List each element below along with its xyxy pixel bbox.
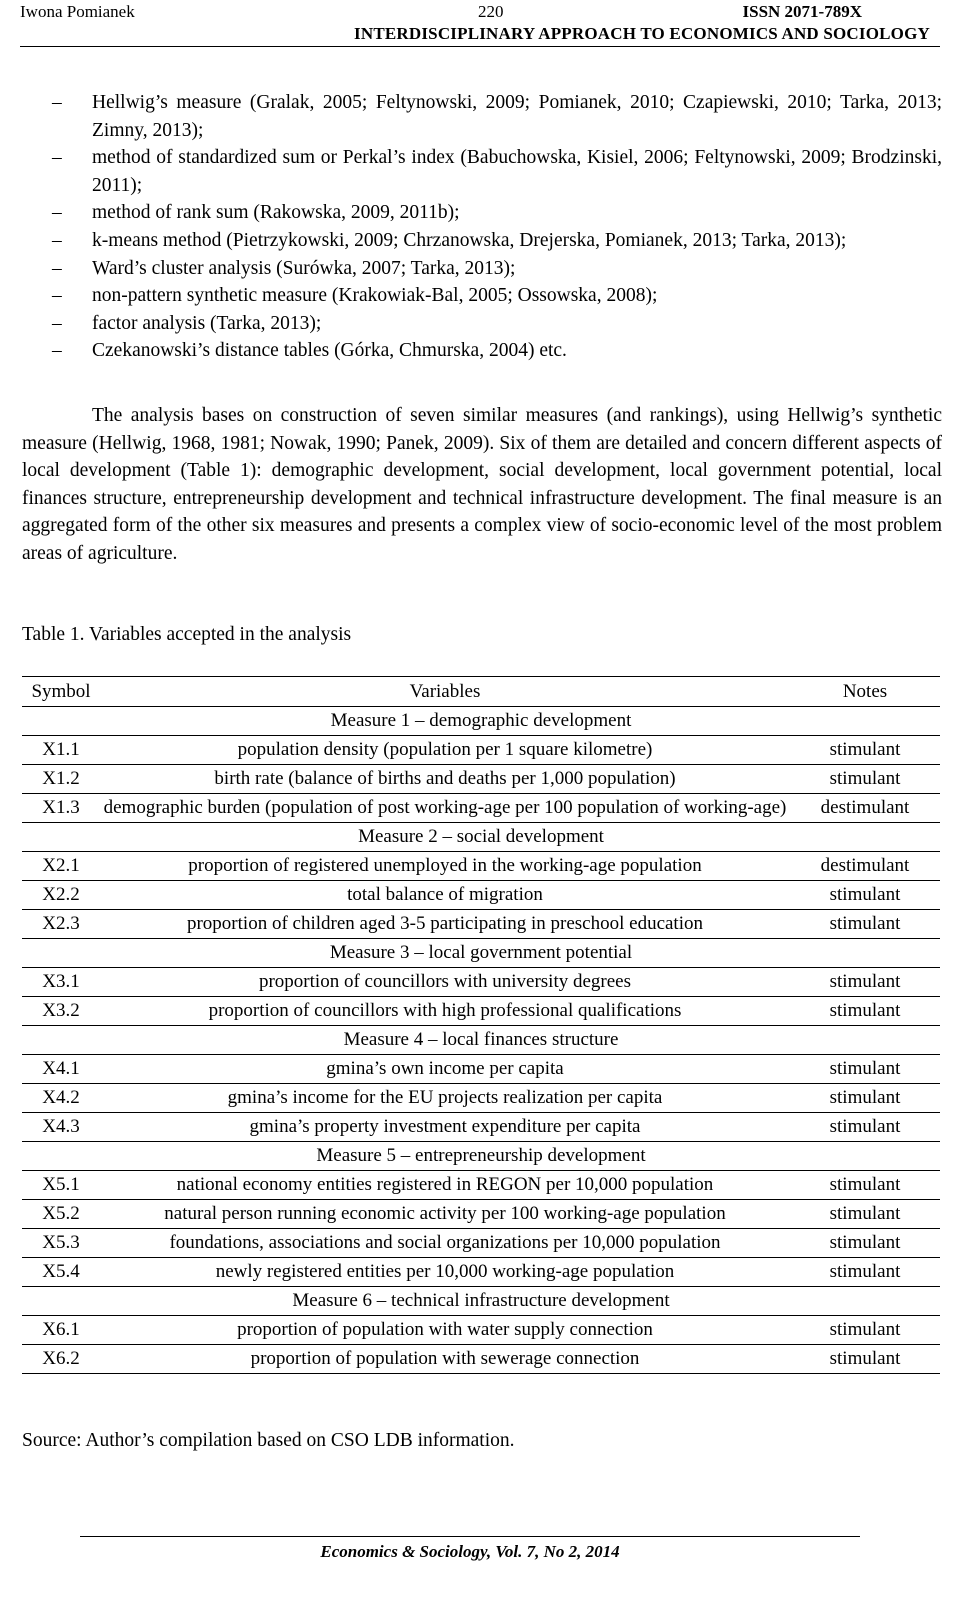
cell-symbol: X5.1 [22,1171,100,1200]
list-item [22,255,942,283]
cell-variable: proportion of councillors with university degrees [100,968,790,997]
measure-title: Measure 4 – local finances structure [22,1026,940,1055]
cell-variable: proportion of councillors with high professional qualifications [100,997,790,1026]
measure-section-row [22,707,940,736]
table-row [22,1055,940,1084]
list-item [22,337,942,365]
body-paragraph: The analysis bases on construction of seven similar measures (and rankings), using Hellwig’s synthetic measure (Hellwig, 1968, 1981; Nowak, 1990; Panek, 2009). Six of them are detailed and concern different aspects of local development (Table 1): demographic development, social development, local government potential, local finances structure, entrepreneurship development and technical infrastructure development. The final measure is an aggregated form of the other six measures and presents a complex view of socio-economic level of the most problem areas of agriculture. [22,405,942,564]
header-rule [20,46,940,47]
cell-variable: newly registered entities per 10,000 working-age population [100,1258,790,1287]
table-row [22,1229,940,1258]
cell-note: stimulant [790,736,940,765]
table-row [22,910,940,939]
cell-symbol: X1.2 [22,765,100,794]
cell-symbol: X2.3 [22,910,100,939]
variables-table [22,676,940,1374]
table-row [22,1345,940,1374]
measure-title: Measure 3 – local government potential [22,939,940,968]
cell-note: stimulant [790,997,940,1026]
cell-symbol: X6.1 [22,1316,100,1345]
cell-symbol: X2.2 [22,881,100,910]
list-item-text: Hellwig’s measure (Gralak, 2005; Feltynowski, 2009; Pomianek, 2010; Czapiewski, 2010; Tarka, 2013; Zimny, 2013); [92,92,942,141]
bullet-dash: – [52,147,62,169]
cell-variable: proportion of population with sewerage connection [100,1345,790,1374]
bullet-dash: – [52,285,62,307]
cell-variable: foundations, associations and social organizations per 10,000 population [100,1229,790,1258]
measure-section-row [22,939,940,968]
list-item [22,89,942,144]
header-symbol: Symbol [22,677,100,707]
running-footer [0,1542,940,1562]
cell-variable: gmina’s property investment expenditure per capita [100,1113,790,1142]
cell-note: destimulant [790,852,940,881]
header-issn: ISSN 2071-789X [742,2,862,21]
table-row [22,1171,940,1200]
measure-section-row [22,1287,940,1316]
list-item [22,144,942,199]
cell-variable: total balance of migration [100,881,790,910]
cell-note: stimulant [790,910,940,939]
table-row [22,765,940,794]
cell-note: stimulant [790,1229,940,1258]
measure-section-row [22,1142,940,1171]
cell-variable: population density (population per 1 square kilometre) [100,736,790,765]
cell-symbol: X4.2 [22,1084,100,1113]
bullet-dash: – [52,257,62,279]
methods-bullet-list [22,89,942,365]
cell-note: stimulant [790,1316,940,1345]
list-item [22,227,942,255]
cell-variable: birth rate (balance of births and deaths per 1,000 population) [100,765,790,794]
cell-symbol: X5.2 [22,1200,100,1229]
page-number: 220 [478,2,504,21]
table-row [22,997,940,1026]
table-row [22,1084,940,1113]
table-caption: Table 1. Variables accepted in the analysis [22,624,352,645]
measure-title: Measure 1 – demographic development [22,707,940,736]
cell-variable: proportion of children aged 3-5 participating in preschool education [100,910,790,939]
cell-note: stimulant [790,1055,940,1084]
cell-note: stimulant [790,1113,940,1142]
measure-title: Measure 5 – entrepreneurship development [22,1142,940,1171]
table-row [22,881,940,910]
table-header-row [22,677,940,707]
table-row [22,1316,940,1345]
cell-symbol: X6.2 [22,1345,100,1374]
list-item-text: non-pattern synthetic measure (Krakowiak-Bal, 2005; Ossowska, 2008); [92,285,658,307]
list-item-text: k-means method (Pietrzykowski, 2009; Chrzanowska, Drejerska, Pomianek, 2013; Tarka, 2013); [92,229,847,251]
list-item [22,199,942,227]
list-item [22,282,942,310]
cell-symbol: X5.3 [22,1229,100,1258]
list-item-text: Ward’s cluster analysis (Surówka, 2007; Tarka, 2013); [92,257,516,279]
measure-section-row [22,1026,940,1055]
measure-title: Measure 6 – technical infrastructure development [22,1287,940,1316]
header-author: Iwona Pomianek [20,2,135,21]
footer-rule [80,1536,860,1537]
cell-variable: natural person running economic activity per 100 working-age population [100,1200,790,1229]
table-row [22,852,940,881]
list-item [22,310,942,338]
header-variables: Variables [100,677,790,707]
cell-note: destimulant [790,794,940,823]
cell-variable: gmina’s own income per capita [100,1055,790,1084]
header-journal-title: INTERDISCIPLINARY APPROACH TO ECONOMICS AND SOCIOLOGY [354,24,930,43]
list-item-text: method of rank sum (Rakowska, 2009, 2011b); [92,202,460,224]
cell-variable: gmina’s income for the EU projects realization per capita [100,1084,790,1113]
cell-note: stimulant [790,968,940,997]
cell-variable: national economy entities registered in REGON per 10,000 population [100,1171,790,1200]
cell-note: stimulant [790,1200,940,1229]
cell-note: stimulant [790,1171,940,1200]
table-source-note: Source: Author’s compilation based on CSO LDB information. [22,1430,515,1451]
cell-variable: demographic burden (population of post working-age per 100 population of working-age) [100,794,790,823]
running-header [20,0,940,48]
list-item-text: Czekanowski’s distance tables (Górka, Chmurska, 2004) etc. [92,340,567,362]
cell-symbol: X5.4 [22,1258,100,1287]
cell-symbol: X4.3 [22,1113,100,1142]
cell-symbol: X4.1 [22,1055,100,1084]
bullet-dash: – [52,340,62,362]
cell-note: stimulant [790,1345,940,1374]
footer-journal: Economics & Sociology, Vol. 7, No 2, 2014 [320,1542,620,1561]
cell-variable: proportion of registered unemployed in the working-age population [100,852,790,881]
cell-symbol: X1.1 [22,736,100,765]
cell-symbol: X3.2 [22,997,100,1026]
bullet-dash: – [52,92,62,113]
cell-note: stimulant [790,765,940,794]
cell-symbol: X1.3 [22,794,100,823]
cell-note: stimulant [790,1258,940,1287]
measure-title: Measure 2 – social development [22,823,940,852]
table-row [22,1258,940,1287]
header-notes: Notes [790,677,940,707]
cell-variable: proportion of population with water supply connection [100,1316,790,1345]
bullet-dash: – [52,202,62,224]
bullet-dash: – [52,312,62,334]
table-row [22,1200,940,1229]
table-row [22,968,940,997]
table-row [22,736,940,765]
table-row [22,794,940,823]
table-row [22,1113,940,1142]
cell-note: stimulant [790,881,940,910]
cell-symbol: X2.1 [22,852,100,881]
list-item-text: factor analysis (Tarka, 2013); [92,312,322,334]
bullet-dash: – [52,229,62,251]
list-item-text: method of standardized sum or Perkal’s index (Babuchowska, Kisiel, 2006; Feltynowski, 2009; Brodzinski, 2011); [92,147,942,196]
cell-symbol: X3.1 [22,968,100,997]
cell-note: stimulant [790,1084,940,1113]
measure-section-row [22,823,940,852]
